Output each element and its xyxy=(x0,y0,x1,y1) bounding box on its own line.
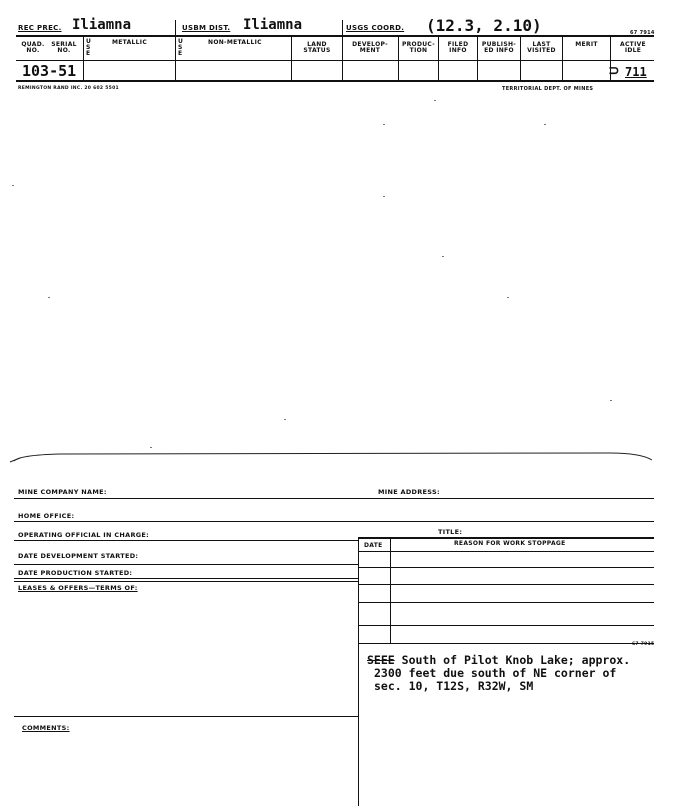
column-divider xyxy=(520,36,521,80)
column-divider xyxy=(83,36,84,80)
column-divider xyxy=(342,36,343,80)
column-divider xyxy=(175,36,176,80)
rule xyxy=(14,498,654,499)
column-divider xyxy=(562,36,563,80)
column-divider xyxy=(291,36,292,80)
location-line-2: 2300 feet due south of NE corner of xyxy=(374,666,617,680)
location-line-1: South of Pilot Knob Lake; approx. xyxy=(401,653,631,667)
rule xyxy=(14,581,358,582)
usbm-dist-label: USBM DIST. xyxy=(182,24,231,32)
location-prefix: SEEE xyxy=(367,653,395,667)
header-rule xyxy=(16,35,654,37)
reason-column-header: REASON FOR WORK STOPPAGE xyxy=(454,540,566,547)
dept-footer: TERRITORIAL DEPT. OF MINES xyxy=(502,86,594,92)
rule xyxy=(358,625,654,626)
leases-offers-label: LEASES & OFFERS—TERMS OF: xyxy=(18,584,138,592)
col-non-metallic: NON-METALLIC xyxy=(208,39,262,46)
rec-prec-label: REC PREC. xyxy=(18,24,62,32)
rule xyxy=(358,584,654,585)
col-active-idle: ACTIVE IDLE xyxy=(620,41,646,54)
location-line-3: sec. 10, T12S, R32W, SM xyxy=(374,679,534,693)
printer-footer: REMINGTON RAND INC. 20 602 5501 xyxy=(18,86,119,91)
col-use-non-metallic: USE xyxy=(178,38,184,57)
rule xyxy=(14,564,358,565)
col-merit: MERIT xyxy=(575,41,598,48)
location-description xyxy=(367,654,630,693)
column-divider xyxy=(477,36,478,80)
date-development-started-label: DATE DEVELOPMENT STARTED: xyxy=(18,552,139,560)
col-development: DEVELOP-MENT xyxy=(352,41,388,54)
rule xyxy=(358,551,654,552)
header-divider xyxy=(175,20,176,35)
header-divider xyxy=(342,20,343,35)
usgs-coord-label: USGS COORD. xyxy=(346,24,405,32)
col-production: PRODUC-TION xyxy=(401,41,436,54)
active-idle-value: 711 xyxy=(625,65,647,79)
card-top-edge xyxy=(0,448,678,464)
date-column-header: DATE xyxy=(364,542,383,549)
form-number-top: 67 7914 xyxy=(630,30,655,36)
column-divider xyxy=(438,36,439,80)
title-label: TITLE: xyxy=(438,528,463,536)
col-last-visited: LAST VISITED xyxy=(527,41,556,54)
mine-company-name-label: MINE COMPANY NAME: xyxy=(18,488,107,496)
comments-label: COMMENTS: xyxy=(22,724,70,732)
col-use-metallic: USE xyxy=(86,38,92,57)
rule xyxy=(358,643,654,644)
quad-serial-value: 103-51 xyxy=(22,62,77,80)
card-divider xyxy=(358,537,359,806)
col-serial-no: SERIAL NO. xyxy=(51,41,77,54)
active-idle-mark: ⊃ xyxy=(608,63,620,79)
col-published-info: PUBLISH-ED INFO xyxy=(481,41,517,54)
rule xyxy=(358,567,654,568)
rule xyxy=(358,537,654,539)
column-divider xyxy=(398,36,399,80)
col-land-status: LAND STATUS xyxy=(303,41,331,54)
col-quad-no: QUAD. NO. xyxy=(21,41,45,54)
operating-official-label: OPERATING OFFICIAL IN CHARGE: xyxy=(18,531,150,539)
home-office-label: HOME OFFICE: xyxy=(18,512,75,520)
rule xyxy=(14,578,358,579)
usgs-coord-value: (12.3, 2.10) xyxy=(426,16,542,35)
date-production-started-label: DATE PRODUCTION STARTED: xyxy=(18,569,133,577)
rule xyxy=(14,540,358,541)
col-metallic: METALLIC xyxy=(112,39,148,46)
date-divider xyxy=(390,537,391,644)
column-header-rule xyxy=(16,60,654,61)
row-bottom-rule xyxy=(16,80,654,82)
usbm-dist-value: Iliamna xyxy=(243,17,303,33)
col-filed-info: FILED INFO xyxy=(447,41,469,54)
rule xyxy=(14,521,654,522)
mine-address-label: MINE ADDRESS: xyxy=(378,488,440,496)
rule xyxy=(358,602,654,603)
rule xyxy=(14,716,358,717)
rec-prec-value: Iliamna xyxy=(72,17,132,33)
form-number-bottom: 67 7915 xyxy=(632,642,655,647)
